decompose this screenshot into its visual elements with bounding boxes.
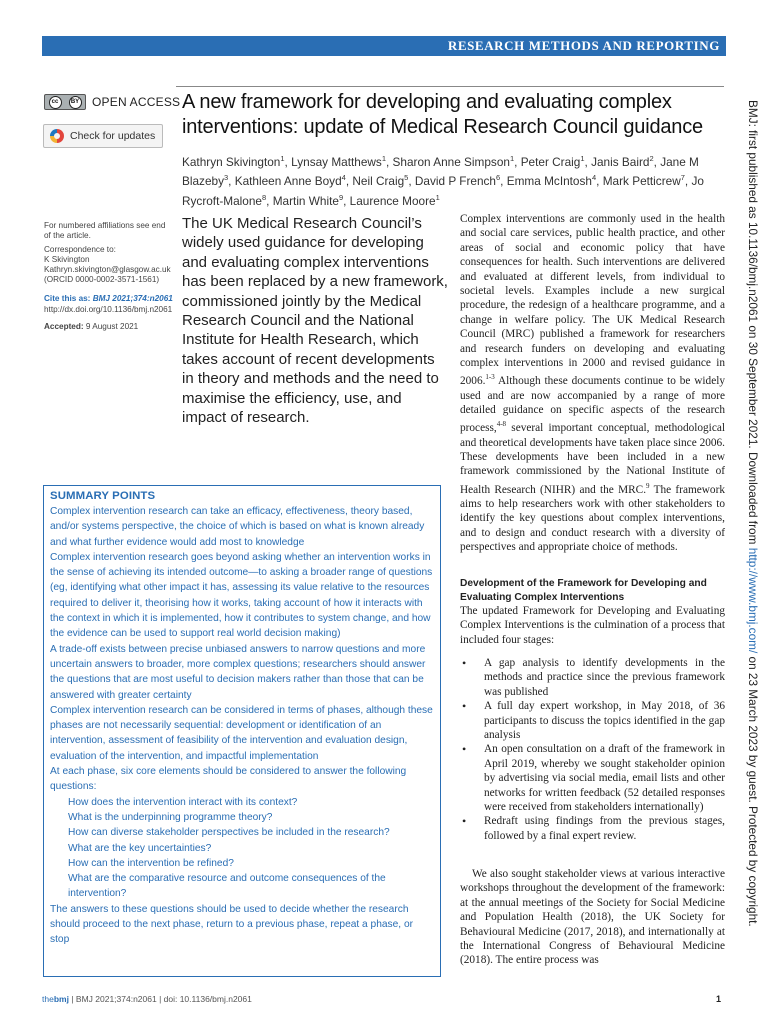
correspondence-name: K Skivington <box>44 255 90 264</box>
para1-text-b: Although these documents continue to be widely used and are now accompanied by a range of more detailed guidance on specific aspects of the research process, <box>460 375 725 435</box>
article-title: A new framework for developing and evaluating complex interventions: update of Medical Research Council guidance <box>182 91 703 138</box>
author-name[interactable]: Janis Baird <box>591 154 650 169</box>
footer-citation: | BMJ 2021;374:n2061 | doi: 10.1136/bmj.n2061 <box>71 994 252 1004</box>
author-name[interactable]: Kathleen Anne Boyd <box>234 174 342 189</box>
check-for-updates-button[interactable] <box>43 124 163 148</box>
author-affiliation: 2 <box>649 154 654 163</box>
author-affiliation: 1 <box>280 154 285 163</box>
summary-title: SUMMARY POINTS <box>50 490 156 502</box>
vertical-copyright-note <box>746 100 760 927</box>
summary-question: What is the underpinning programme theory? <box>68 811 273 823</box>
page-number: 1 <box>716 994 722 1004</box>
accepted-date <box>44 322 174 331</box>
author-name[interactable]: Laurence Moore <box>349 193 436 208</box>
accepted-value: 9 August 2021 <box>85 322 139 331</box>
correspondence-label: Correspondence to: <box>44 245 116 254</box>
summary-question: What are the comparative resource and outcome consequences of the intervention? <box>68 873 386 900</box>
author-affiliation: 3 <box>223 173 229 183</box>
accepted-label: Accepted: <box>44 322 84 331</box>
ref-4-8[interactable]: 4-8 <box>496 420 507 429</box>
author-list: Kathryn Skivington$^1$, Lynsay Matthews$^1$, Sharon Anne Simpson$^1$, Peter Craig$^1$, Janis Baird$^2$, Jane M Blazeby$^3$, Kathleen Anne Boyd$^4$, Neil Craig$^5$, David P French$^6$, Emma McIntosh$^4$, Mark Petticrew$^7$, Jo Rycroft-Malone$^8$, Martin White$^9$, Laurence Moore$^1$ <box>182 154 704 208</box>
author-affiliation: 1 <box>580 154 585 163</box>
open-access-label: OPEN ACCESS <box>92 95 181 109</box>
check-for-updates-label: Check for updates <box>70 130 156 142</box>
brand-logo: bmj <box>53 994 69 1004</box>
stage-list-item: • A gap analysis to identify developments in the methods and practice since the previous framework was published <box>460 656 725 699</box>
vertical-note-after: on 23 March 2023 by guest. Protected by copyright. <box>746 653 760 927</box>
cite-block <box>44 294 179 315</box>
summary-point: Complex intervention research can be considered in terms of phases, although these phases are not necessarily sequential: development or identification of an intervention, assessment of feasibility of the intervention and evaluation design, evaluation of the intervention, and impactful implementation <box>50 704 433 762</box>
summary-point: Complex intervention research can take an efficacy, effectiveness, theory based, and/or systems perspective, the choice of which is based on what is known already and what further evidence would add most to knowledge <box>50 506 425 548</box>
summary-point: A trade-off exists between precise unbiased answers to narrow questions and more uncertain answers to broader, more complex questions; researchers should answer the questions that are most useful to decision makers rather than those that can be answered with greater certainty <box>50 643 426 701</box>
correspondence-block <box>44 245 174 285</box>
cc-icon: cc <box>49 96 62 109</box>
correspondence-orcid: (ORCID 0000-0002-3571-1561) <box>44 275 160 284</box>
para1-text-a: Complex interventions are commonly used in the health and social care services, public health practice, and other areas of social and economic policy that have consequences for health. Such interventions are delivered and evaluated at different levels, from individual to societal levels. Examples include a new surgical procedure, the redesign of a healthcare programme, and a change in welfare policy. The UK Medical Research Council (MRC) published a framework for researchers and research funders on developing and evaluating complex interventions in 2000 and revised guidance in 2006. <box>460 213 725 388</box>
author-affiliation: 1 <box>509 154 515 163</box>
by-icon: BY <box>69 96 82 109</box>
author-affiliation: 4 <box>341 173 346 183</box>
author-name[interactable]: Peter Craig <box>520 154 581 169</box>
body-paragraph-2: The updated Framework for Developing and Evaluating Complex Interventions is the culmination of a process that included four stages: <box>460 605 725 646</box>
section-heading: Development of the Framework for Developing and Evaluating Complex Interventions <box>460 578 707 603</box>
correspondence-email[interactable]: Kathryn.skivington@glasgow.ac.uk <box>44 265 171 274</box>
ref-1-3[interactable]: 1-3 <box>485 373 495 382</box>
author-affiliation: 1 <box>381 154 386 163</box>
cite-label: Cite this as: <box>44 294 91 303</box>
author-affiliation: 5 <box>404 173 409 183</box>
para1-text-d: The framework aims to help researchers work with other stakeholders to identify the key questions about complex interventions, and to design and conduct research with a diversity of perspectives and appropriate choice of methods. <box>460 483 725 554</box>
standfirst: The UK Medical Research Council’s widely used guidance for developing and evaluating complex interventions has been replaced by a new framework, commissioned jointly by the Medical Research Council and the National Institute for Health Research, which takes account of recent developments in theory and methods and the need to maximise the efficiency, use, and impact of research. <box>182 215 448 427</box>
summary-point: At each phase, six core elements should be considered to answer the following questions: <box>50 766 407 793</box>
stage-list-item: • Redraft using findings from the previous stages, followed by a final expert review. <box>460 814 725 843</box>
open-access-row <box>44 94 180 110</box>
author-name[interactable]: Mark Petticrew <box>602 174 681 189</box>
stage-list-item: • A full day expert workshop, in May 2018, of 36 participants to discuss the topics identified in the gap analysis <box>460 699 725 742</box>
author-name[interactable]: Neil Craig <box>352 174 405 189</box>
author-name[interactable]: Jo Rycroft-Malone <box>182 174 704 208</box>
author-affiliation: 1 <box>435 192 440 202</box>
doi-link[interactable]: http://dx.doi.org/10.1136/bmj.n2061 <box>44 304 173 314</box>
summary-point: Complex intervention research goes beyond asking whether an intervention works in the sense of achieving its intended outcome—to asking a broader range of questions (eg, identifying what other impact it has, assessing its value relative to the resources required to deliver it, theorising how it works, taking account of how it interacts with the context in which it is implemented, how it contributes to system change, and how the evidence can be used to support real world decision making) <box>50 551 433 640</box>
author-name[interactable]: Sharon Anne Simpson <box>392 154 510 169</box>
body-paragraph-1 <box>460 212 725 555</box>
title-divider <box>176 86 724 87</box>
author-affiliation: 6 <box>496 173 501 183</box>
cite-value: BMJ 2021;374:n2061 <box>92 294 173 303</box>
author-name[interactable]: David P French <box>414 174 496 189</box>
affiliations-note: For numbered affiliations see end of the article. <box>44 221 166 240</box>
summary-question: How does the intervention interact with its context? <box>68 796 298 808</box>
para1-text-c: several important conceptual, methodological and theoretical developments have taken place since 2006. These developments have been included in a new framework commissioned by the National Institute of Health Research (NIHR) and the MRC. <box>460 422 725 496</box>
author-name[interactable]: Martin White <box>272 193 339 208</box>
brand-the: the <box>42 994 54 1004</box>
author-name[interactable]: Emma McIntosh <box>506 174 592 189</box>
vertical-note-before: BMJ: first published as 10.1136/bmj.n2061 on 30 September 2021. Downloaded from <box>746 100 760 548</box>
author-affiliation: 7 <box>680 173 685 183</box>
ref-9[interactable]: 9 <box>646 481 650 490</box>
author-affiliation: 4 <box>591 173 597 183</box>
summary-points-box <box>43 485 441 977</box>
page-footer <box>42 994 252 1004</box>
stage-list <box>460 656 725 843</box>
summary-body <box>50 504 434 948</box>
body-paragraph-3: We also sought stakeholder views at various interactive workshops throughout the development of the framework: at the annual meetings of the Society for Social Medicine and Population Health (2018), the UK Society for Behavioural Medicine (2017, 2018), and internationally at the International Congress of Behavioural Medicine (2018). The entire process was <box>460 868 725 967</box>
bmj-site-link[interactable]: http://www.bmj.com/ <box>746 547 760 654</box>
summary-point: The answers to these questions should be used to decide whether the research should proceed to the next phase, return to a previous phase, repeat a phase, or stop <box>50 903 414 946</box>
author-name[interactable]: Kathryn Skivington <box>182 154 281 169</box>
summary-question: How can the intervention be refined? <box>68 857 234 869</box>
summary-question: How can diverse stakeholder perspectives be included in the research? <box>68 827 390 839</box>
cc-by-license-icon[interactable] <box>44 94 86 110</box>
section-banner: RESEARCH METHODS AND REPORTING <box>42 36 726 56</box>
author-name[interactable]: Lynsay Matthews <box>291 154 382 169</box>
author-name[interactable]: Jane M Blazeby <box>182 154 699 189</box>
stage-list-item: • An open consultation on a draft of the framework in April 2019, whereby we sought stakeholder opinion by advertising via social media, email lists and other networks for written feedback (52 detailed responses were received from stakeholders internationally) <box>460 742 725 814</box>
author-affiliation: 9 <box>338 192 344 202</box>
author-affiliation: 8 <box>261 192 267 202</box>
crossmark-icon <box>50 129 64 143</box>
summary-question: What are the key uncertainties? <box>68 842 212 854</box>
